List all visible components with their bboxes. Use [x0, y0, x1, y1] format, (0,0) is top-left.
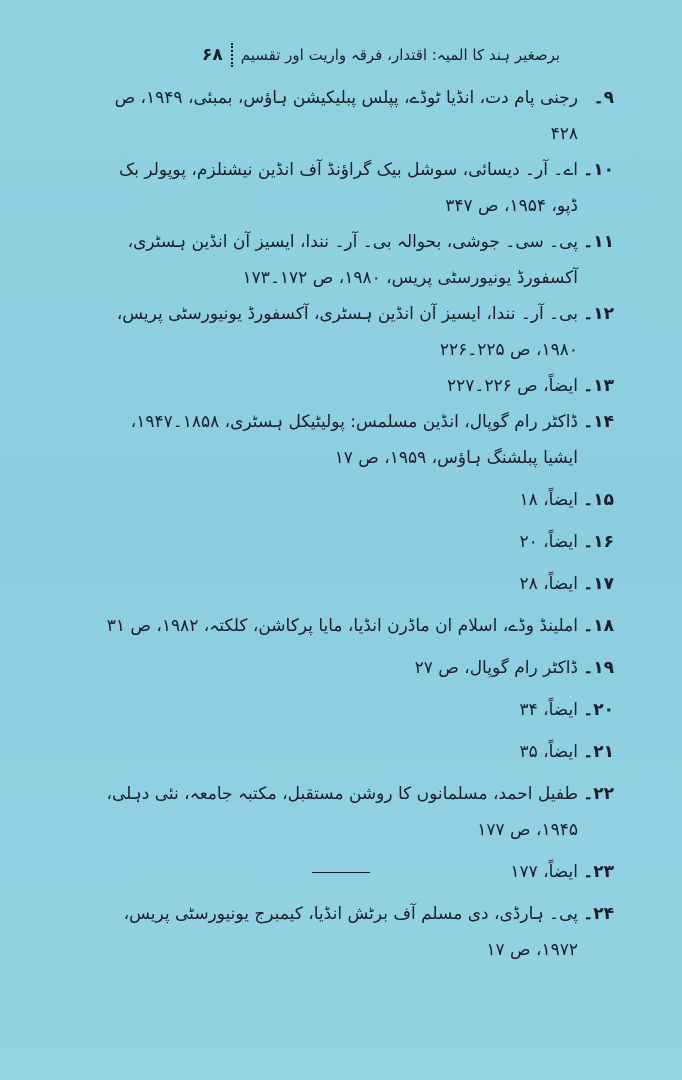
endnote-number: ۱۱۔ — [583, 232, 614, 252]
endnote-text: پی۔ سی۔ جوشی، بحوالہ بی۔ آر۔ نندا، ایسیز آن انڈین ہسٹری، آکسفورڈ یونیورسٹی پریس، ۱۹۸۰، ص ۱۷۲۔۱۷۳ — [127, 232, 578, 288]
endnote-number: ۱۶۔ — [583, 532, 614, 552]
running-title: برصغیر ہند کا المیہ: اقتدار، فرقہ واریت اور تقسیم — [240, 46, 561, 64]
endnote-text: ایضاً، ۳۴ — [519, 700, 578, 720]
endnote-text: ایضاً، ۳۵ — [519, 742, 578, 762]
end-rule — [312, 872, 370, 873]
endnote-10 — [100, 152, 614, 224]
header-divider — [231, 43, 233, 67]
endnote-number: ۱۹۔ — [583, 658, 614, 678]
endnote-text: رجنی پام دت، انڈیا ٹوڈے، پپلس پبلیکیشن ہاؤس، بمبئی، ۱۹۴۹، ص ۴۲۸ — [114, 88, 578, 144]
endnote-17 — [100, 566, 614, 602]
endnote-18 — [100, 608, 614, 644]
endnote-19 — [100, 650, 614, 686]
endnote-number: ۱۷۔ — [583, 574, 614, 594]
endnote-number: ۲۱۔ — [583, 742, 614, 762]
endnote-text: اے۔ آر۔ دیسائی، سوشل بیک گراؤنڈ آف انڈین نیشنلزم، پوپولر بک ڈپو، ۱۹۵۴، ص ۳۴۷ — [119, 160, 578, 216]
endnotes-list — [100, 80, 614, 968]
endnote-text: ایضاً، ۱۸ — [519, 490, 578, 510]
endnote-number: ۱۵۔ — [583, 490, 614, 510]
endnote-22 — [100, 776, 614, 848]
endnote-13 — [100, 368, 614, 404]
endnote-text: بی۔ آر۔ نندا، ایسیز آن انڈین ہسٹری، آکسفورڈ یونیورسٹی پریس، ۱۹۸۰، ص ۲۲۵۔۲۲۶ — [116, 304, 578, 360]
endnote-text: ڈاکٹر رام گوپال، ص ۲۷ — [414, 658, 578, 678]
endnote-21 — [100, 734, 614, 770]
endnote-number: ۱۸۔ — [583, 616, 614, 636]
endnote-16 — [100, 524, 614, 560]
endnote-text: پی۔ ہارڈی، دی مسلم آف برٹش انڈیا، کیمبرج یونیورسٹی پریس، ۱۹۷۲، ص ۱۷ — [123, 904, 578, 960]
endnote-number: ۲۰۔ — [583, 700, 614, 720]
endnote-text: ایضاً، ۲۸ — [519, 574, 578, 594]
endnote-number: ۹۔ — [593, 88, 614, 108]
endnote-12 — [100, 296, 614, 368]
endnote-number: ۲۳۔ — [583, 862, 614, 882]
page-number: ۶۸ — [202, 45, 223, 65]
endnote-number: ۱۰۔ — [583, 160, 614, 180]
endnote-number: ۱۴۔ — [583, 412, 614, 432]
endnote-number: ۲۲۔ — [583, 784, 614, 804]
endnote-20 — [100, 692, 614, 728]
endnote-text: ایضاً، ص ۲۲۶۔۲۲۷ — [446, 376, 578, 396]
endnote-9 — [100, 80, 614, 152]
page-header — [190, 40, 598, 70]
endnote-15 — [100, 482, 614, 518]
endnote-text: ایضاً، ۲۰ — [519, 532, 578, 552]
endnote-number: ۲۴۔ — [583, 904, 614, 924]
endnote-text: طفیل احمد، مسلمانوں کا روشن مستقبل، مکتبہ جامعہ، نئی دہلی، ۱۹۴۵، ص ۱۷۷ — [106, 784, 578, 840]
endnote-text: ایضاً، ۱۷۷ — [510, 862, 578, 882]
endnote-text: املینڈ وڈے، اسلام ان ماڈرن انڈیا، مایا پرکاشن، کلکتہ، ۱۹۸۲، ص ۳۱ — [106, 616, 578, 636]
endnote-number: ۱۳۔ — [583, 376, 614, 396]
endnote-24 — [100, 896, 614, 968]
endnote-14 — [100, 404, 614, 476]
endnote-number: ۱۲۔ — [583, 304, 614, 324]
endnote-text: ڈاکٹر رام گوپال، انڈین مسلمس: پولیٹیکل ہسٹری، ۱۸۵۸۔۱۹۴۷، ایشیا پبلشنگ ہاؤس، ۱۹۵۹، ص ۱۷ — [130, 412, 578, 468]
endnote-11 — [100, 224, 614, 296]
